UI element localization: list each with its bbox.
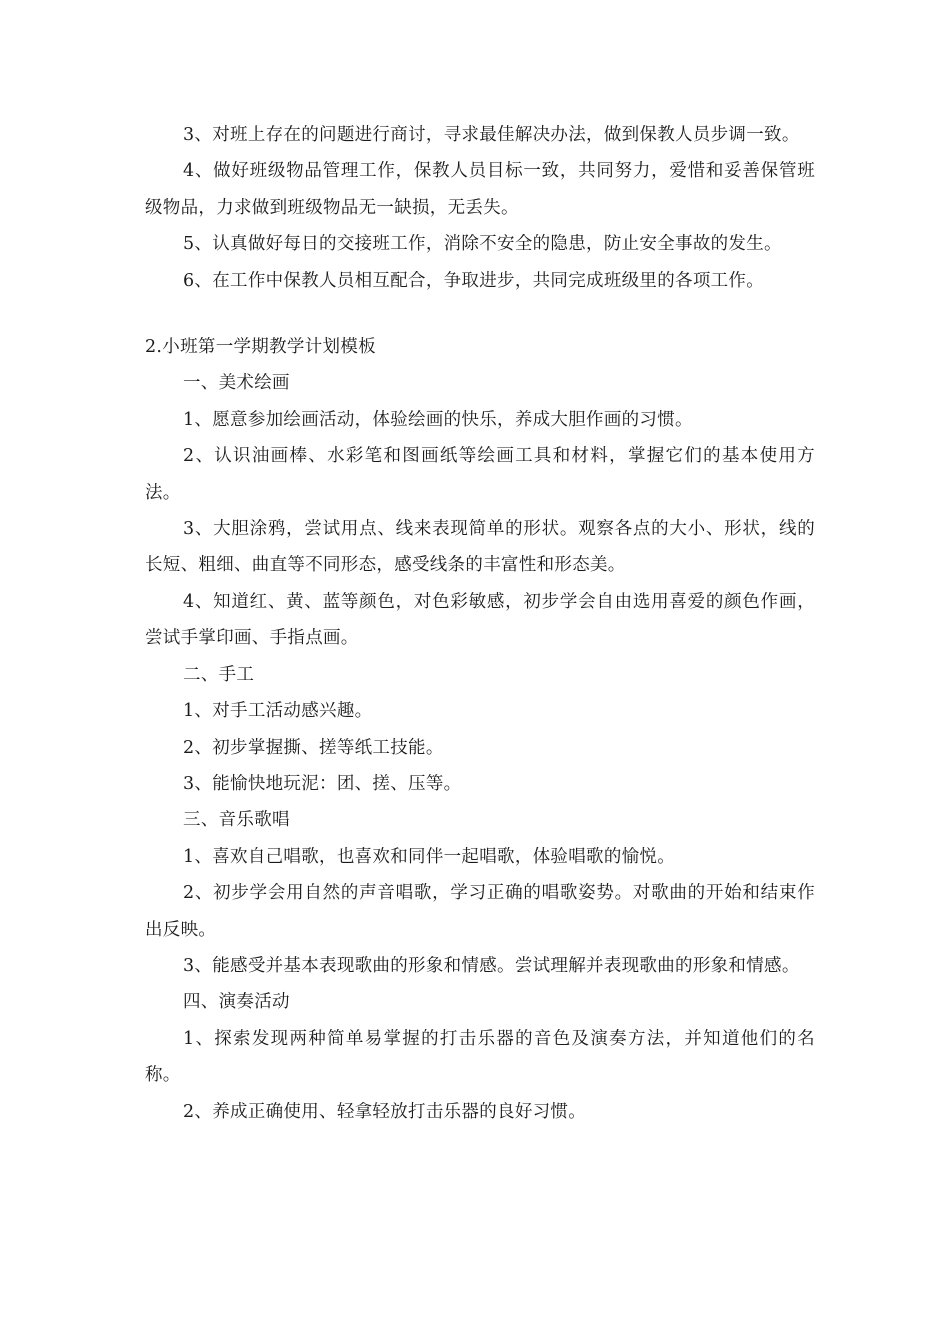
art-item-1: 1、愿意参加绘画活动，体验绘画的快乐，养成大胆作画的习惯。: [183, 409, 693, 430]
performance-item-1: 1、探索发现两种简单易掌握的打击乐器的音色及演奏方法，并知道他们的名称。: [145, 1028, 815, 1086]
heading-art-drawing: 一、美术绘画: [183, 373, 290, 394]
document-body: [145, 117, 815, 1130]
heading-music-singing: 三、音乐歌唱: [183, 810, 290, 831]
singing-item-2: 2、初步学会用自然的声音唱歌，学习正确的唱歌姿势。对歌曲的开始和结束作出反映。: [145, 883, 815, 940]
art-item-4: 4、知道红、黄、蓝等颜色，对色彩敏感，初步学会自由选用喜爱的颜色作画，尝试手掌印画、手指点画。: [145, 591, 815, 649]
handcraft-item-1: 1、对手工活动感兴趣。: [183, 701, 373, 722]
paragraph-item-6: 6、在工作中保教人员相互配合，争取进步，共同完成班级里的各项工作。: [183, 270, 765, 291]
heading-performance: 四、演奏活动: [183, 992, 290, 1013]
singing-item-1: 1、喜欢自己唱歌，也喜欢和同伴一起唱歌，体验唱歌的愉悦。: [183, 846, 676, 867]
handcraft-item-3: 3、能愉快地玩泥：团、搓、压等。: [183, 773, 462, 794]
paragraph-item-3: 3、对班上存在的问题进行商讨，寻求最佳解决办法，做到保教人员步调一致。: [183, 125, 800, 145]
section-title: 2.小班第一学期教学计划模板: [145, 337, 376, 358]
paragraph-item-5: 5、认真做好每日的交接班工作，消除不安全的隐患，防止安全事故的发生。: [183, 234, 782, 255]
heading-handcraft: 二、手工: [183, 664, 255, 685]
handcraft-item-2: 2、初步掌握撕、搓等纸工技能。: [183, 737, 444, 758]
singing-item-3: 3、能感受并基本表现歌曲的形象和情感。尝试理解并表现歌曲的形象和情感。: [183, 955, 800, 976]
art-item-3: 3、大胆涂鸦，尝试用点、线来表现简单的形状。观察各点的大小、形状，线的长短、粗细、曲直等不同形态，感受线条的丰富性和形态美。: [145, 519, 815, 576]
paragraph-item-4: 4、做好班级物品管理工作，保教人员目标一致，共同努力，爱惜和妥善保管班级物品，力求做到班级物品无一缺损，无丢失。: [145, 161, 815, 218]
performance-item-2: 2、养成正确使用、轻拿轻放打击乐器的良好习惯。: [183, 1101, 587, 1122]
art-item-2: 2、认识油画棒、水彩笔和图画纸等绘画工具和材料，掌握它们的基本使用方法。: [145, 446, 815, 503]
